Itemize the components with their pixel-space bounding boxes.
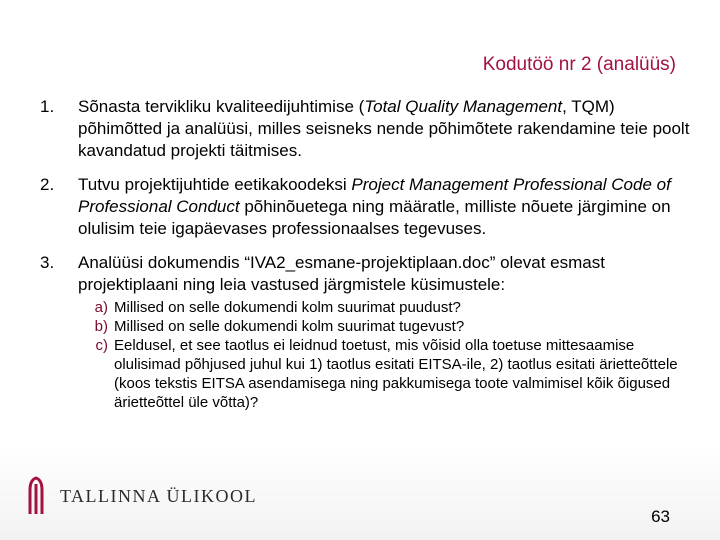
text-segment: Analüüsi dokumendis “IVA2_esmane-projektiplaan.doc” olevat esmast projektiplaani ning leia vastused järgmistele küsimustele: (78, 253, 605, 294)
sub-item-letter: c) (95, 337, 108, 354)
list-item (40, 174, 690, 240)
item-text (78, 174, 690, 240)
sub-list-item (78, 317, 690, 336)
sub-item-text: Eeldusel, et see taotlus ei leidnud toetust, mis võisid olla toetuse mittesaamise olulisimad põhjused juhul kui 1) taotlus esitati EITSA-ile, 2) taotlus esitati ärietteõttele (koos tekstis EITSA asendamisega ning pakkumisega toote valmimisel kõik õigused ärietteõttel üle võtta)? (114, 337, 678, 411)
university-name: TALLINNA ÜLIKOOL (60, 485, 258, 506)
university-emblem-icon (24, 476, 48, 516)
item-number: 1. (40, 97, 55, 116)
sub-list-item (78, 298, 690, 317)
item-number: 2. (40, 175, 55, 194)
text-segment-italic: Total Quality Management (364, 97, 563, 116)
page-number: 63 (651, 507, 670, 526)
text-segment: Tutvu projektijuhtide eetikakoodeksi (78, 175, 352, 194)
sub-list (78, 298, 690, 412)
university-logo (24, 476, 257, 516)
slide-title: Kodutöö nr 2 (analüüs) (482, 54, 676, 75)
text-segment-italic: Project Management Professional Code of Professional Conduct (78, 175, 671, 216)
text-segment: Sõnasta tervikliku kvaliteedijuhtimise ( (78, 97, 365, 116)
sub-list-item (78, 336, 690, 412)
sub-item-letter: b) (94, 318, 108, 335)
list-item (40, 252, 690, 412)
item-text (78, 252, 690, 412)
text-segment: , TQM) põhimõtted ja analüüsi, milles seisneks nende põhimõtete rakendamine teie poolt kavandatud projekti täitmises. (78, 97, 690, 160)
sub-item-text: Millised on selle dokumendi kolm suurimat puudust? (114, 299, 461, 316)
item-text (78, 96, 690, 162)
assignment-list (40, 96, 690, 424)
sub-item-text: Millised on selle dokumendi kolm suurimat tugevust? (114, 318, 465, 335)
sub-item-letter: a) (94, 299, 108, 316)
list-item (40, 96, 690, 162)
text-segment: põhinõuetega ning määratle, milliste nõuete järgimine on olulisim teie igapäevases professionaalses tegevuses. (78, 197, 671, 238)
item-number: 3. (40, 253, 55, 272)
